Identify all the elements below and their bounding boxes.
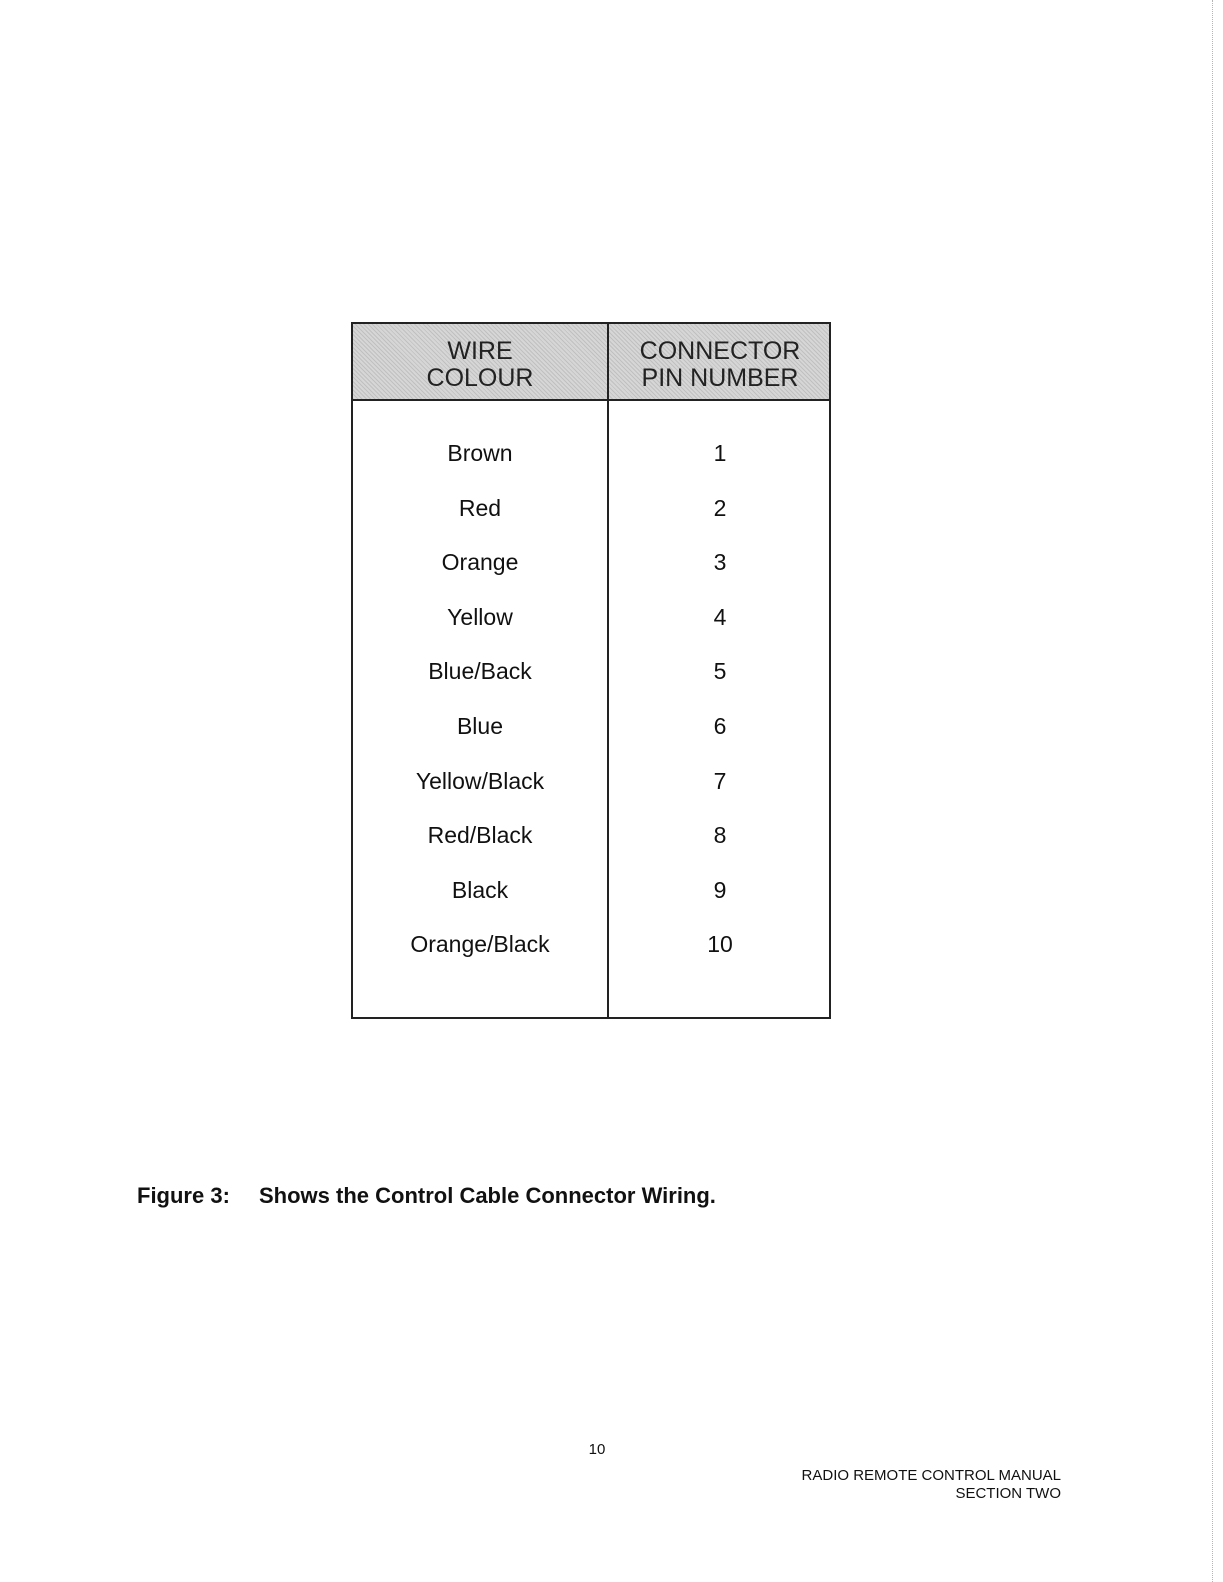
wire-colour-cell: Blue <box>456 712 504 739</box>
pin-number-cell: 3 <box>713 549 727 576</box>
pin-number-cell: 4 <box>713 603 727 630</box>
header-wire-colour: WIRE COLOUR <box>426 337 534 392</box>
page-number: 10 <box>588 1441 606 1458</box>
wire-colour-cell: Orange <box>441 549 519 576</box>
pin-number-cell: 10 <box>707 931 733 958</box>
table-row <box>353 590 829 645</box>
table-row <box>353 808 829 863</box>
table-row <box>353 644 829 699</box>
table-row <box>353 699 829 754</box>
wire-colour-cell: Brown <box>447 440 513 466</box>
scan-edge-line <box>1212 0 1213 1582</box>
table-row <box>353 481 829 536</box>
pin-number-cell: 6 <box>713 712 727 739</box>
footer <box>802 1467 1061 1503</box>
footer-section: SECTION TWO <box>955 1485 1061 1502</box>
table-row <box>353 426 829 481</box>
table-row <box>353 535 829 590</box>
footer-manual-title: RADIO REMOTE CONTROL MANUAL <box>801 1467 1061 1484</box>
figure-caption-text: Shows the Control Cable Connector Wiring. <box>259 1183 716 1208</box>
wire-colour-cell: Orange/Black <box>410 931 550 958</box>
figure-caption <box>137 1183 716 1209</box>
table-row <box>353 917 829 972</box>
wire-colour-cell: Red/Black <box>427 822 533 849</box>
pin-number-cell: 5 <box>713 658 727 685</box>
wiring-table <box>351 322 831 1019</box>
figure-label: Figure 3: <box>137 1183 230 1208</box>
pin-number-cell: 9 <box>713 876 727 903</box>
table-row <box>353 754 829 809</box>
pin-number-cell: 8 <box>713 822 727 849</box>
wire-colour-cell: Blue/Back <box>428 658 532 685</box>
wire-colour-cell: Black <box>451 876 509 903</box>
header-pin-number: CONNECTOR PIN NUMBER <box>639 337 801 392</box>
table-row <box>353 863 829 918</box>
wire-colour-cell: Yellow <box>447 603 513 630</box>
pin-number-cell: 1 <box>713 440 727 466</box>
wire-colour-cell: Red <box>458 494 502 521</box>
pin-number-cell: 2 <box>713 494 727 521</box>
pin-number-cell: 7 <box>713 767 727 794</box>
wire-colour-cell: Yellow/Black <box>415 767 545 794</box>
table-body <box>353 426 829 972</box>
table-header <box>353 324 829 401</box>
